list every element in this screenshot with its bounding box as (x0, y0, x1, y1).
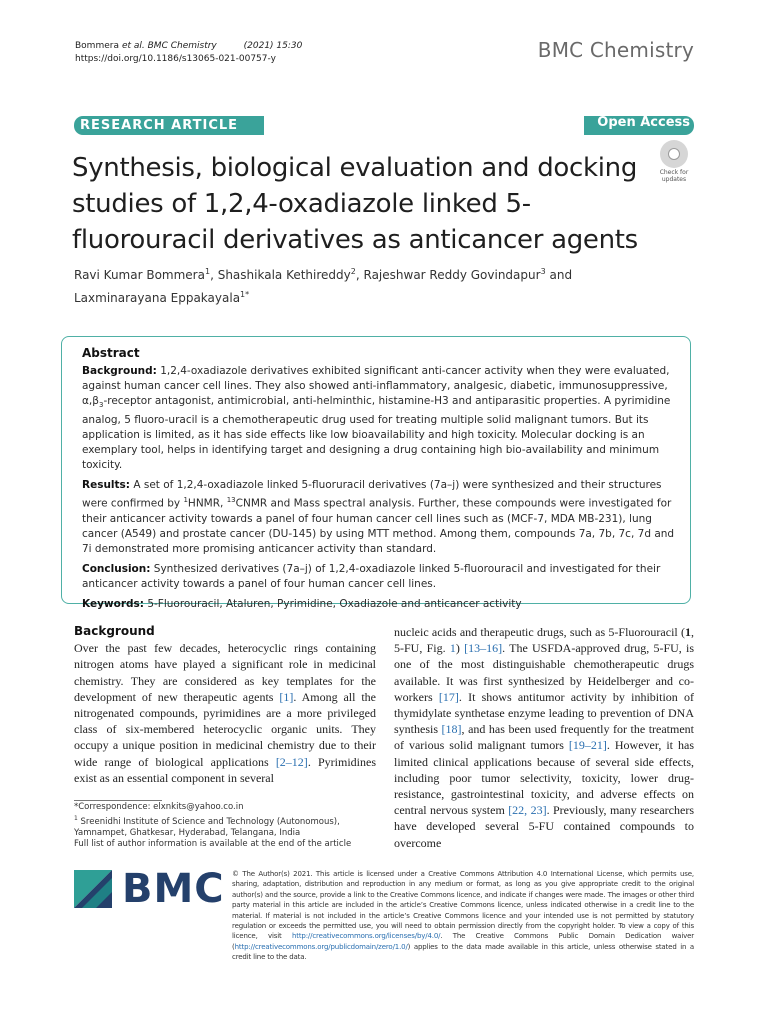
abstract-results-text: A set of 1,2,4-oxadiazole linked 5-fluoruracil derivatives (7a–j) were synthesized and their structures were confirmed by (82, 479, 662, 510)
superscript: 13 (226, 496, 236, 505)
article-title: Synthesis, biological evaluation and docking studies of 1,2,4-oxadiazole linked 5-fluorouracil derivatives as anticancer agents (72, 153, 638, 255)
banner-gap (264, 116, 584, 135)
article-type-label: RESEARCH ARTICLE (80, 118, 239, 133)
keywords-label: Keywords: (82, 597, 144, 610)
citation-block (75, 40, 308, 66)
abstract-results-text: CNMR and Mass spectral analysis. Further, these compounds were investigated for their anticancer activity towards a panel of four human cancer cell lines such as (MCF-7, MDA MB-231), lung cancer (A549) and prostate cancer (DU-145) by using MTT method. Among them, compounds 7a, 7b, 7c, 7d and 7i demonstrated more promising anticancer activity than standard. (82, 497, 675, 555)
citation-link[interactable]: [13–16] (464, 641, 503, 656)
citation-link[interactable]: [17] (438, 689, 459, 704)
body-column-left (74, 623, 376, 786)
keywords-text: 5-Fluorouracil, Ataluren, Pyrimidine, Oxadiazole and anticancer activity (147, 597, 522, 610)
citation-link[interactable]: [22, 23] (508, 803, 547, 818)
author-affiliation-mark: 1* (240, 290, 250, 299)
abstract-conclusion-text: Synthesized derivatives (7a–j) of 1,2,4-oxadiazole linked 5-fluorouracil and investigated for their anticancer activity towards a panel of four human cancer cell lines. (82, 562, 661, 590)
public-domain-link[interactable]: http://creativecommons.org/publicdomain/zero/1.0/ (234, 942, 408, 951)
body-text: ) (455, 641, 460, 656)
license-link[interactable]: http://creativecommons.org/licenses/by/4.0/ (291, 932, 441, 941)
check-updates-label: Check for updates (659, 169, 689, 183)
citation-year-volume: (2021) 15:30 (243, 41, 303, 51)
abstract-results (82, 478, 678, 557)
license-body: . The Creative Commons Public Domain Dedication waiver ( (232, 932, 694, 951)
author-affiliation-mark: 2 (350, 267, 356, 276)
affiliation-note (74, 813, 384, 839)
abstract-keywords (82, 597, 678, 612)
abstract-conclusion (82, 562, 678, 592)
body-text: . Pyrimidines exist as an essential component in several (74, 754, 376, 785)
abstract-background-text: -receptor antagonist, antimicrobial, anti-helminthic, histamine-H3 and antiparasitic properties. A pyrimidine analog, 5 fluoro-uracil is a chemotherapeutic drug used for treating multiple solid malignant tumors. But its application is limited, as it has side effects like low bioavailability and high toxicity. Molecular docking is an exemplary tool, helps in identifying target and designing a drug containing high bio-availability and minimum toxicity. (82, 395, 671, 472)
check-updates-icon (660, 140, 688, 168)
abstract-box (61, 336, 691, 610)
author-name[interactable]: Rajeshwar Reddy Govindapur (363, 268, 541, 282)
body-text: , and has been used frequently for the treatment of various solid malignant tumors (394, 722, 695, 753)
license-body: © The Author(s) 2021. This article is licensed under a Creative Commons Attribution 4.0 International License, which permits use, sharing, adaptation, distribution and reproduction in any medium or format, as long as you give appropriate credit to the original author(s) and the source, provide a link to the Creative Commons licence, and indicate if changes were made. The images or other third party material in this article are included in the article’s Creative Commons licence, unless indicated otherwise in a credit line to the material. If material is not included in the article’s Creative Commons licence and your intended use is not permitted by statutory regulation or exceeds the permitted use, you will need to obtain permission directly from the copyright holder. To view a copy of this licence, visit (232, 870, 694, 941)
citation-link[interactable]: [2–12] (275, 754, 308, 769)
abstract-background (82, 364, 678, 473)
compound-number: 1 (685, 625, 691, 639)
author-affiliation-mark: 1 (204, 267, 211, 276)
author-info-note: Full list of author information is available at the end of the article (74, 838, 352, 849)
body-text: . The USFDA-approved drug, 5-FU, is one of the most distinguishable chemotherapeutic drugs available. It was first synthesized by Heidelberger and co-workers (394, 641, 695, 704)
abstract-conclusion-label: Conclusion: (82, 562, 151, 575)
citation-link[interactable]: [1] (279, 689, 294, 704)
author-list: Ravi Kumar Bommera$^1$, Shashikala Kethireddy$^2$, Rajeshwar Reddy Govindapur$^3$ and Laxminarayana Eppakayala$^{1*}$ (74, 267, 573, 305)
abstract-background-label: Background: (82, 365, 157, 377)
open-access-label: Open Access (597, 115, 690, 130)
body-text: . Among all the nitrogenated compounds, pyrimidines are a more privileged class of six-membered heterocyclic organic units. They occupy a unique position in medicinal chemistry due to their wide range of biological applications (74, 689, 376, 769)
subscript: 3 (98, 401, 104, 410)
section-heading: Background (74, 624, 155, 638)
citation-link[interactable]: [18] (441, 722, 462, 737)
abstract-results-label: Results: (82, 479, 130, 492)
bmc-logo-icon (74, 870, 112, 908)
citation-author: Bommera (75, 41, 119, 51)
superscript: 1 (183, 496, 188, 505)
body-text: Over the past few decades, heterocyclic rings containing nitrogen atoms have played a significant role in medicinal chemistry. They are considered as key templates for the development of new therapeutic agents (74, 641, 376, 704)
bmc-wordmark: BMC (122, 866, 225, 912)
affiliation-text: Sreenidhi Institute of Science and Technology (Autonomous), Yamnampet, Ghatkesar, Hyderabad, Telangana, India (74, 816, 340, 838)
author-name[interactable]: Shashikala Kethireddy (217, 268, 351, 282)
author-conjunction: and (549, 268, 573, 282)
body-text: . However, it has limited clinical applications because of several side effects, including poor tumor selectivity, toxicity, lower drug-resistance, gastrointestinal toxicity, and adverse effects on central nervous system (394, 738, 694, 818)
citation-link[interactable]: [19–21] (568, 738, 607, 753)
body-column-right (394, 624, 694, 851)
body-text: nucleic acids and therapeutic drugs, such as 5-Fluorouracil ( (394, 625, 685, 639)
body-text: . It shows antitumor activity by inhibition of thymidylate synthetase enzyme leading to prevention of DNA synthesis (394, 689, 694, 737)
journal-name: BMC Chemistry (537, 38, 694, 62)
abstract-background-text: 1,2,4-oxadiazole derivatives exhibited significant anti-cancer activity when they were evaluated, against human cancer cell lines. They also showed anti-inflammatory, analgesic, diabetic, immunosuppressive, α,β (82, 365, 670, 407)
footnote-divider (74, 800, 162, 801)
body-text: . Previously, many researchers have developed several 5-FU contained compounds to overcome (394, 803, 694, 850)
license-body: ) applies to the data made available in this article, unless otherwise stated in a credit line to the data. (232, 942, 694, 962)
citation-etal: et al. BMC Chemistry (121, 41, 217, 51)
correspondence-note: *Correspondence: elxnkits@yahoo.co.in (74, 802, 244, 812)
footnotes (74, 802, 384, 850)
abstract-heading: Abstract (82, 346, 140, 360)
check-for-updates-button[interactable] (654, 140, 694, 183)
abstract-results-text: HNMR, (187, 497, 224, 510)
author-name[interactable]: Laxminarayana Eppakayala (74, 291, 241, 305)
author-affiliation-mark: 3 (540, 267, 546, 276)
license-text (232, 869, 694, 963)
doi-link[interactable]: https://doi.org/10.1186/s13065-021-00757-y (75, 54, 276, 64)
body-text: , 5-FU, Fig. (394, 625, 694, 656)
article-banner (74, 116, 694, 135)
figure-link[interactable]: 1 (449, 641, 456, 656)
author-name[interactable]: Ravi Kumar Bommera (74, 268, 205, 282)
affiliation-mark: 1 (74, 815, 78, 822)
